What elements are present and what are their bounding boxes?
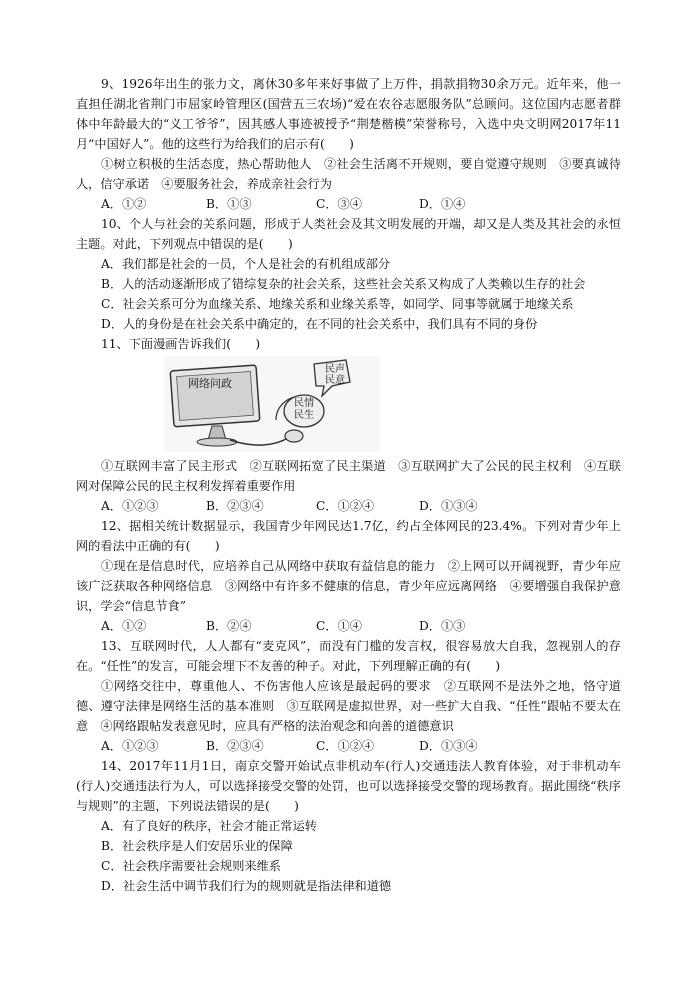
- cartoon-screen-text: 网络问政: [188, 377, 232, 390]
- option-c: C．①④: [316, 619, 362, 633]
- question-12-statements: ①现在是信息时代，应培养自己从网络中获取有益信息的能力 ②上网可以开阔视野，青少年应该广泛获取各种网络信息 ③网络中有许多不健康的信息，青少年应远离网络 ④要增强自我保护意识，学会“信息节食”: [76, 559, 621, 613]
- option-a: A．①②③: [101, 739, 159, 753]
- question-14-option-a: A．有了良好的秩序，社会才能正常运转: [101, 819, 317, 833]
- question-9-stem: 9、1926年出生的张力文，离休30多年来好事做了上万件，捐款捐物30余万元。近年来，他一直担任湖北省荆门市屈家岭管理区(国营五三农场)“爱在农谷志愿服务队”总顾问。这位国内志愿者群体中年龄最大的“义工爷爷”，因其感人事迹被授予“荆楚楷模”荣誉称号，入选中央文明网2017年11月“中国好人”。他的这些行为给我们的启示有( ): [76, 77, 621, 151]
- question-10-stem: 10、个人与社会的关系问题，形成于人类社会及其文明发展的开端，却又是人类及其社会的永恒主题。对此，下列观点中错误的是( ): [76, 217, 621, 251]
- option-d: D．①③④: [419, 739, 478, 753]
- question-12-stem: 12、据相关统计数据显示，我国青少年网民达1.7亿，约占全体网民的23.4%。下列对青少年上网的看法中正确的有( ): [76, 519, 621, 553]
- option-c: C．①②④: [316, 739, 375, 753]
- option-b: B．②③④: [206, 499, 264, 513]
- question-14-option-c: C．社会秩序需要社会规则来维系: [101, 859, 281, 873]
- exam-page: [76, 74, 621, 896]
- option-b: B．②③④: [206, 739, 264, 753]
- option-b: B．①③: [206, 197, 252, 211]
- question-9-statements: ①树立积极的生活态度，热心帮助他人 ②社会生活离不开规则，要自觉遵守规则 ③要真诚待人，信守承诺 ④要服务社会，养成亲社会行为: [76, 157, 621, 191]
- question-12-options: [101, 616, 621, 636]
- question-13-statements: ①网络交往中，尊重他人、不伤害他人应该是最起码的要求 ②互联网不是法外之地，恪守道德、遵守法律是网络生活的基本准则 ③互联网是虚拟世界，对一些扩大自我、“任性”跟帖不要太在意 ④网络跟帖发表意见时，应具有严格的法治观念和向善的道德意识: [76, 679, 621, 733]
- option-c: C．③④: [316, 197, 362, 211]
- cartoon-illustration: [164, 356, 380, 452]
- question-10-option-b: B．人的活动逐渐形成了错综复杂的社会关系，这些社会关系又构成了人类赖以生存的社会: [101, 277, 586, 291]
- option-d: D．①③④: [419, 499, 478, 513]
- question-11-stem: 11、下面漫画告诉我们( ): [101, 337, 261, 351]
- question-11-options: [101, 496, 621, 516]
- option-a: A．①②③: [101, 499, 159, 513]
- option-c: C．①②④: [316, 499, 375, 513]
- option-a: A．①②: [101, 197, 147, 211]
- question-10-option-d: D．人的身份是在社会关系中确定的，在不同的社会关系中，我们具有不同的身份: [101, 317, 538, 331]
- option-d: D．①③: [419, 619, 466, 633]
- cartoon-bubble-top-line1: 民声: [325, 364, 345, 375]
- question-14-stem: 14、2017年11月1日，南京交警开始试点非机动车(行人)交通违法人教育体验，对于非机动车(行人)交通违法行为人，可以选择接受交警的处罚，也可以选择接受交警的现场教育。据此围绕“秩序与规则”的主题，下列说法错误的是( ): [76, 759, 621, 813]
- option-d: D．①④: [419, 197, 466, 211]
- cartoon-bubble-top-line2: 民意: [325, 375, 345, 386]
- question-9-options: [101, 194, 621, 214]
- option-a: A．①②: [101, 619, 147, 633]
- question-11-statements: ①互联网丰富了民主形式 ②互联网拓宽了民主渠道 ③互联网扩大了公民的民主权利 ④互联网对保障公民的民主权利发挥着重要作用: [76, 459, 621, 493]
- option-b: B．②④: [206, 619, 252, 633]
- question-10-option-a: A．我们都是社会的一员，个人是社会的有机组成部分: [101, 257, 391, 271]
- cartoon-bubble-bottom-line2: 民生: [294, 410, 314, 421]
- question-14-option-b: B．社会秩序是人们安居乐业的保障: [101, 839, 293, 853]
- question-13-options: [101, 736, 621, 756]
- question-14-option-d: D．社会生活中调节我们行为的规则就是指法律和道德: [101, 879, 392, 893]
- question-10-option-c: C．社会关系可分为血缘关系、地缘关系和业缘关系等，如同学、同事等就属于地缘关系: [101, 297, 574, 311]
- cartoon-image: [164, 356, 380, 452]
- question-13-stem: 13、互联网时代，人人都有“麦克风”，而没有门槛的发言权，很容易放大自我，忽视别人的存在。“任性”的发言，可能会埋下不友善的种子。对此，下列理解正确的有( ): [76, 639, 621, 673]
- cartoon-bubble-bottom-line1: 民情: [294, 398, 314, 409]
